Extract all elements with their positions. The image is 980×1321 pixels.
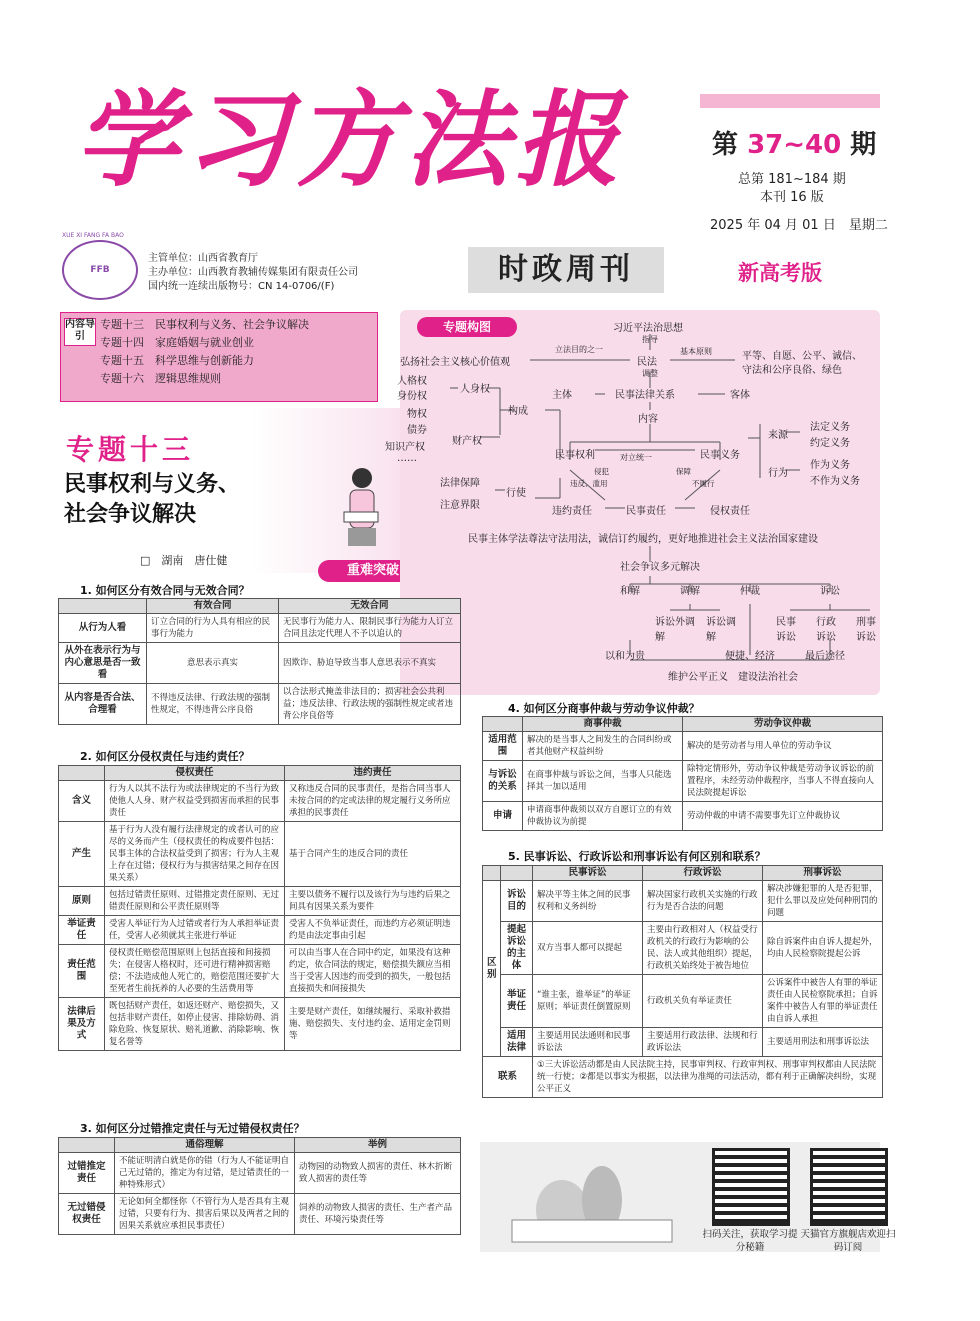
map-node: 侵权责任 bbox=[710, 506, 750, 517]
total-issue: 总第 181~184 期 bbox=[738, 172, 846, 187]
map-node: 不履行 bbox=[692, 479, 715, 488]
publication-info: 主管单位：山西省教育厅 主办单位：山西教育教辅传媒集团有限责任公司 国内统一连续出版物号：CN 14-0706/(F) bbox=[148, 253, 358, 292]
qr-caption-store: 天猫官方旗舰店欢迎扫码订阅 bbox=[800, 1229, 896, 1253]
author-line: □ 湖南 唐仕健 bbox=[140, 554, 228, 567]
table-row: 从外在表示行为与内心意思是否一致看 意思表示真实 因欺诈、胁迫导致当事人意思表示不真实 bbox=[59, 643, 461, 684]
table-row: 原则 包括过错责任原则、过错推定责任原则、无过错责任原则和公平责任原则等 主要以债务不履行以及该行为与违约后果之间具有因果关系为要件 bbox=[59, 887, 461, 916]
map-node: 仲裁 bbox=[740, 586, 760, 597]
map-node: 构成 bbox=[508, 406, 528, 417]
masthead-title: 学习方法报 bbox=[75, 78, 626, 201]
map-node: 法定义务 bbox=[810, 422, 850, 433]
contents-tag: 内容导引 bbox=[64, 318, 96, 346]
q2-table: 侵权责任 违约责任 含义 行为人以其不法行为或法律规定的不当行为致使他人人身、财产权益受到损害而承担的民事责任 又称违反合同的民事责任，是指合同当事人未按合同的约定或法律的规定履行义务所应承担的民事责任 产生 基于行为人没有履行法律规定的或者认可的应尽的义务而产生（侵权责任的构成要件包括：民事主体的合法权益受到了损害；行为人主观上存在过错；侵权行为与损害结果之间存在因果关系） 基于合同产生的违反合同的责任 原则 包括过错责任原则、过错推定责任原则、无过错责任原则和公平责任原则等 主要以债务不履行以及该行为与违约后果之间具有因果关系为要件 举证责任 受害人举证行为人过错或者行为人承担举证责任，受害人必须就其主张进行举证 受害人不负举证责任，而违约方必须证明违约是由法定事由引起 责任范围 侵权责任赔偿范围原则上包括直接和间接损失；在侵害人格权时，还可进行精神损害赔偿；不法造成他人死亡的，赔偿范围还要扩大至死者生前抚养的人必要的生活费用等 可以由当事人在合同中约定，如果没有这种约定，依合同法的规定，赔偿损失额应当相当于受害人因违约而受到的损失，一般包括直接损失和间接损失 法律后果及方式 既包括财产责任，如返还财产、赔偿损失，又包括非财产责任，如停止侵害、排除妨碍、消除危险、恢复原状、赔礼道歉、消除影响、恢复名誉等 主要是财产责任，如继续履行、采取补救措施、赔偿损失、支付违约金、适用定金罚则等 bbox=[58, 765, 461, 1051]
map-node: 债券 bbox=[407, 425, 427, 436]
map-node: 立法目的之一 bbox=[555, 345, 603, 354]
question-2-title: 2. 如何区分侵权责任与违约责任？ bbox=[80, 750, 250, 763]
map-node: 指导 bbox=[642, 335, 658, 344]
issue-date: 2025 年 04 月 01 日 星期二 bbox=[710, 218, 888, 233]
map-node: 内容 bbox=[638, 414, 658, 425]
map-node: 守法和公序良俗、绿色 bbox=[742, 365, 842, 376]
page-count: 本刊 16 版 bbox=[760, 190, 824, 205]
map-node: 对立统一 bbox=[620, 453, 652, 462]
map-node: 财产权 bbox=[452, 436, 482, 447]
map-node: 违约责任 bbox=[552, 506, 592, 517]
table-row: 从内容是否合法、合理看 不得违反法律、行政法规的强制性规定，不得违背公序良俗 以合法形式掩盖非法目的；损害社会公共利益；违反法律、行政法规的强制性规定或者违背公序良俗等 bbox=[59, 684, 461, 725]
weekly-title: 时政周刊 bbox=[468, 247, 664, 293]
map-node: 民事主体学法尊法守法用法，诚信订约履约，更好地推进社会主义法治国家建设 bbox=[468, 534, 818, 545]
map-node: 民事诉讼 bbox=[776, 617, 796, 643]
map-node: 身份权 bbox=[397, 391, 427, 402]
table-row: 举证责任 “谁主张，谁举证”的举证原则；举证责任倒置原则 行政机关负有举证责任 公诉案件中被告人有罪的举证责任由人民检察院承担；自诉案件中被告人有罪的举证责任由自诉人承担 bbox=[483, 975, 883, 1028]
map-node: 基本原则 bbox=[680, 347, 712, 356]
map-node: 调解 bbox=[680, 586, 700, 597]
table-row: 含义 行为人以其不法行为或法律规定的不当行为致使他人人身、财产权益受到损害而承担的民事责任 又称违反合同的民事责任，是指合同当事人未按合同的约定或法律的规定履行义务所应承担的民事责任 bbox=[59, 781, 461, 822]
map-node: 物权 bbox=[407, 409, 427, 420]
map-node: 行政诉讼 bbox=[816, 617, 836, 643]
map-node: 注意界限 bbox=[440, 500, 480, 511]
map-node: 平等、自愿、公平、诚信、 bbox=[742, 351, 862, 362]
table-row: 法律后果及方式 既包括财产责任，如返还财产、赔偿损失，又包括非财产责任，如停止侵害、排除妨碍、消除危险、恢复原状、赔礼道歉、消除影响、恢复名誉等 主要是财产责任，如继续履行、采取补救措施、赔偿损失、支付违约金、适用定金罚则等 bbox=[59, 998, 461, 1051]
map-node: 刑事诉讼 bbox=[856, 617, 876, 643]
issue-number: 第 37~40 期 bbox=[712, 130, 877, 160]
contents-list bbox=[100, 316, 309, 388]
question-5-title: 5. 民事诉讼、行政诉讼和刑事诉讼有何区别和联系？ bbox=[508, 850, 766, 863]
question-1-title: 1. 如何区分有效合同与无效合同？ bbox=[80, 584, 250, 597]
table-row: 从行为人看 订立合同的行为人具有相应的民事行为能力 无民事行为能力人、限制民事行为能力人订立合同且法定代理人不予以追认的 bbox=[59, 614, 461, 643]
map-node: 习近平法治思想 bbox=[613, 323, 683, 334]
q4-table: 商事仲裁 劳动争议仲裁 适用范围 解决的是当事人之间发生的合同纠纷或者其他财产权益纠纷 解决的是劳动者与用人单位的劳动争议 与诉讼的关系 在商事仲裁与诉讼之间，当事人只能选择其一加以适用 除特定情形外，劳动争议仲裁是劳动争议诉讼的前置程序，未经劳动仲裁程序，当事人不得直接向人民法院提起诉讼 申请 申请商事仲裁须以双方自愿订立的有效仲裁协议为前提 劳动仲裁的申请不需要事先订立仲裁协议 bbox=[482, 716, 883, 831]
publisher-logo: FFB bbox=[62, 240, 138, 300]
map-node: 诉讼 bbox=[820, 586, 840, 597]
book-plant-illustration bbox=[492, 1150, 692, 1245]
map-node: 作为义务 bbox=[810, 460, 850, 471]
map-node: 客体 bbox=[730, 390, 750, 401]
map-node: 保障 bbox=[676, 467, 691, 476]
map-node: 法律保障 bbox=[440, 478, 480, 489]
topic-number: 专题十三 bbox=[66, 433, 195, 466]
table-row: 提起诉讼的主体 双方当事人都可以提起 主要由行政相对人（权益受行政机关的行政行为影响的公民、法人或其他组织）提起，行政机关始终处于被告地位 除自诉案件由自诉人提起外，均由人民检察院提起公诉 bbox=[483, 922, 883, 975]
qr-code-store[interactable] bbox=[810, 1148, 888, 1226]
table-row: 适用范围 解决的是当事人之间发生的合同纠纷或者其他财产权益纠纷 解决的是劳动者与用人单位的劳动争议 bbox=[483, 732, 883, 761]
masthead-pink-strip bbox=[700, 94, 880, 108]
question-3-title: 3. 如何区分过错推定责任与无过错侵权责任？ bbox=[80, 1122, 305, 1135]
map-node: 便捷、经济 bbox=[725, 651, 775, 662]
map-node: 人身权 bbox=[460, 384, 490, 395]
table-row: 区别 诉讼目的 解决平等主体之间的民事权利和义务纠纷 解决国家行政机关实施的行政行为是否合法的问题 解决涉嫌犯罪的人是否犯罪，犯什么罪以及应处何种刑罚的问题 bbox=[483, 881, 883, 922]
contents-item[interactable]: 专题十五 科学思维与创新能力 bbox=[100, 354, 254, 367]
map-node: 人格权 bbox=[397, 376, 427, 387]
map-node: 维护公平正义 建设法治社会 bbox=[668, 672, 798, 683]
map-node: 弘扬社会主义核心价值观 bbox=[400, 357, 510, 368]
map-node: 侵犯 bbox=[594, 467, 609, 476]
table-row: 申请 申请商事仲裁须以双方自愿订立的有效仲裁协议为前提 劳动仲裁的申请不需要事先订立仲裁协议 bbox=[483, 802, 883, 831]
map-node: 最后途径 bbox=[805, 651, 845, 662]
question-4-title: 4. 如何区分商事仲裁与劳动争议仲裁？ bbox=[508, 702, 700, 715]
q5-table: 民事诉讼 行政诉讼 刑事诉讼 区别 诉讼目的 解决平等主体之间的民事权利和义务纠纷 解决国家行政机关实施的行政行为是否合法的问题 解决涉嫌犯罪的人是否犯罪，犯什么罪以及应处何种刑罚的问题 提起诉讼的主体 双方当事人都可以提起 主要由行政相对人（权益受行政机关的行政行为影响的公民、法人或其他组织）提起，行政机关始终处于被告地位 除自诉案件由自诉人提起外，均由人民检察院提起公诉 举证责任 “谁主张，谁举证”的举证原则；举证责任倒置原则 行政机关负有举证责任 公诉案件中被告人有罪的举证责任由人民检察院承担；自诉案件中被告人有罪的举证责任由自诉人承担 适用法律 主要适用民法通则和民事诉讼法 主要适用行政法律、法规和行政诉讼法 主要适用刑法和刑事诉讼法 联系 ①三大诉讼活动都是由人民法院主持，民事审判权、行政审判权、刑事审判权都由人民法院统一行使；②都是以事实为根据，以法律为准绳的司法活动，都有利于正确解决纠纷，实现公平正义 bbox=[482, 865, 883, 1098]
qr-caption-follow: 扫码关注，获取学习提分秘籍 bbox=[702, 1229, 798, 1253]
map-node: 诉讼调解 bbox=[706, 617, 736, 643]
map-node: …… bbox=[397, 453, 417, 464]
contents-item[interactable]: 专题十六 逻辑思维规则 bbox=[100, 372, 221, 385]
map-node: 以和为贵 bbox=[605, 651, 645, 662]
q3-table: 通俗理解 举例 过错推定责任 不能证明清白就是你的错（行为人不能证明自己无过错的，推定为有过错，是过错责任的一种特殊形式） 动物园的动物致人损害的责任、林木折断致人损害的责任等 无过错侵权责任 无论如何全都怪你（不管行为人是否具有主观过错，只要有行为、损害后果以及两者之间的因果关系就应承担民事责任） 饲养的动物致人损害的责任、生产者产品责任、环境污染责任等 bbox=[58, 1137, 461, 1235]
map-node: 民法 bbox=[637, 357, 657, 368]
table-row: 适用法律 主要适用民法通则和民事诉讼法 主要适用行政法律、法规和行政诉讼法 主要适用刑法和刑事诉讼法 bbox=[483, 1028, 883, 1057]
map-node: 知识产权 bbox=[385, 442, 425, 453]
table-row: 与诉讼的关系 在商事仲裁与诉讼之间，当事人只能选择其一加以适用 除特定情形外，劳动争议仲裁是劳动争议诉讼的前置程序，未经劳动仲裁程序，当事人不得直接向人民法院提起诉讼 bbox=[483, 761, 883, 802]
table-row: 过错推定责任 不能证明清白就是你的错（行为人不能证明自己无过错的，推定为有过错，是过错责任的一种特殊形式） 动物园的动物致人损害的责任、林木折断致人损害的责任等 bbox=[59, 1153, 461, 1194]
map-node: 约定义务 bbox=[810, 438, 850, 449]
map-node: 违反、滥用 bbox=[570, 479, 608, 488]
table-row: 联系 ①三大诉讼活动都是由人民法院主持，民事审判权、行政审判权、刑事审判权都由人民法院统一行使；②都是以事实为根据，以法律为准绳的司法活动，都有利于正确解决纠纷，实现公平正义 bbox=[483, 1057, 883, 1098]
map-node: 来源 bbox=[768, 430, 788, 441]
table-row: 举证责任 受害人举证行为人过错或者行为人承担举证责任，受害人必须就其主张进行举证 受害人不负举证责任，而违约方必须证明违约是由法定事由引起 bbox=[59, 916, 461, 945]
map-node: 行为 bbox=[768, 468, 788, 479]
contents-item[interactable]: 专题十三 民事权利与义务、社会争议解决 bbox=[100, 318, 309, 331]
topic-title: 民事权利与义务、 社会争议解决 bbox=[64, 472, 241, 527]
map-node: 民事法律关系 bbox=[615, 390, 675, 401]
map-node: 诉讼外调解 bbox=[655, 617, 695, 643]
map-node: 民事责任 bbox=[626, 506, 666, 517]
map-node: 和解 bbox=[620, 586, 640, 597]
key-section-pill: 重难突破 bbox=[318, 560, 428, 582]
logo-text: XUE XI FANG FA BAO bbox=[62, 232, 124, 239]
table-row: 责任范围 侵权责任赔偿范围原则上包括直接和间接损失；在侵害人格权时，还可进行精神损害赔偿；不法造成他人死亡的，赔偿范围还要扩大至死者生前抚养的人必要的生活费用等 可以由当事人在合同中约定，如果没有这种约定，依合同法的规定，赔偿损失额应当相当于受害人因违约而受到的损失，一般包括直接损失和间接损失 bbox=[59, 945, 461, 998]
contents-item[interactable]: 专题十四 家庭婚姻与就业创业 bbox=[100, 336, 254, 349]
map-node: 社会争议多元解决 bbox=[620, 562, 700, 573]
map-node: 民事权利 bbox=[555, 450, 595, 461]
qr-code-follow[interactable] bbox=[712, 1148, 790, 1226]
edition-label: 新高考版 bbox=[738, 261, 822, 285]
concept-map-label: 专题构图 bbox=[417, 317, 517, 337]
table-row: 产生 基于行为人没有履行法律规定的或者认可的应尽的义务而产生（侵权责任的构成要件包括：民事主体的合法权益受到了损害；行为人主观上存在过错；侵权行为与损害结果之间存在因果关系） 基于合同产生的违反合同的责任 bbox=[59, 822, 461, 887]
map-node: 调整 bbox=[642, 369, 658, 378]
table-row: 无过错侵权责任 无论如何全都怪你（不管行为人是否具有主观过错，只要有行为、损害后果以及两者之间的因果关系就应承担民事责任） 饲养的动物致人损害的责任、生产者产品责任、环境污染责任等 bbox=[59, 1194, 461, 1235]
map-node: 民事义务 bbox=[700, 450, 740, 461]
map-node: 主体 bbox=[552, 390, 572, 401]
map-node: 行使 bbox=[506, 488, 526, 499]
q1-table: 有效合同 无效合同 从行为人看 订立合同的行为人具有相应的民事行为能力 无民事行为能力人、限制民事行为能力人订立合同且法定代理人不予以追认的 从外在表示行为与内心意思是否一致看 意思表示真实 因欺诈、胁迫导致当事人意思表示不真实 从内容是否合法、合理看 不得违反法律、行政法规的强制性规定，不得违背公序良俗 以合法形式掩盖非法目的；损害社会公共利益；违反法律、行政法规的强制性规定或者违背公序良俗等 bbox=[58, 598, 461, 725]
map-node: 不作为义务 bbox=[810, 476, 860, 487]
